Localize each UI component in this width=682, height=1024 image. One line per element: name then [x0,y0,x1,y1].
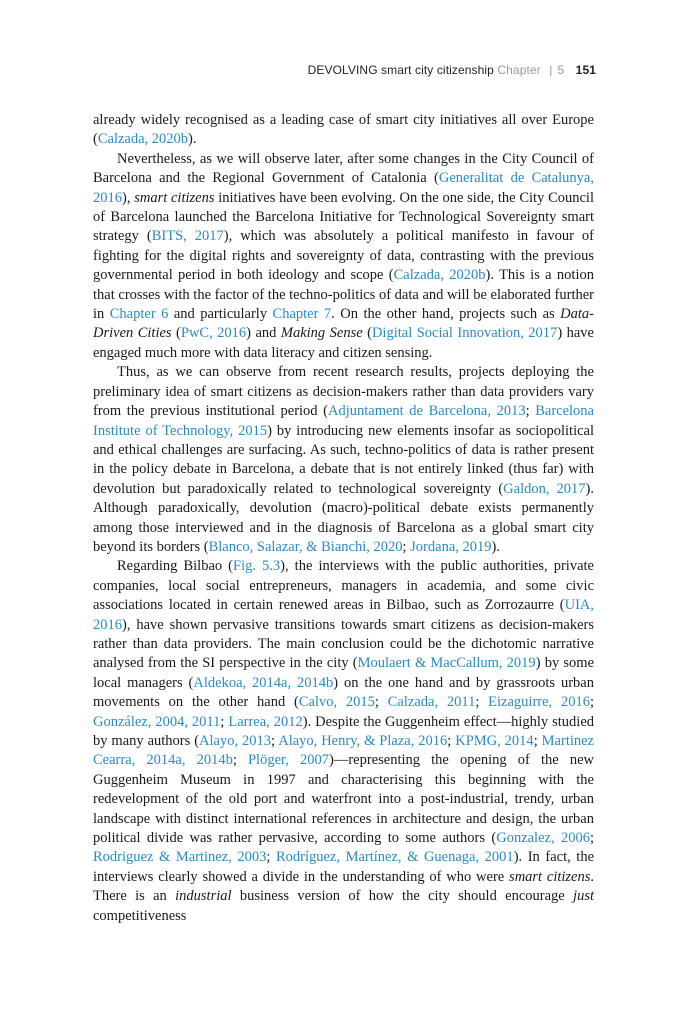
text-span: . There is an [93,868,595,905]
citation-link[interactable]: PwC, 2016 [180,325,247,342]
text-span: ), have shown pervasive transitions towards smart citizens as decision-makers rather than data providers. The main conclusion could be the dichotomic narrative analysed from the SI perspective in the city ( [93,616,594,672]
citation-link[interactable]: Blanco, Salazar, & Bianchi, 2020 [208,538,403,555]
citation-link[interactable]: Calzada, 2011 [387,694,476,711]
citation-link[interactable]: Generalitat de Catalunya, 2016 [93,170,594,206]
text-span: Regarding Bilbao ( [117,558,234,575]
chapter-label: Chapter [497,63,541,77]
citation-link[interactable]: BITS, 2017 [151,228,224,245]
text-span: competitiveness [93,907,187,924]
page-number: 151 [575,63,596,77]
emphasis-text: Making Sense [280,325,363,342]
text-span: ), [122,189,135,206]
text-span: ) on the one hand and by grassroots urban movements on the other hand ( [93,674,594,711]
text-span: ; [266,849,276,866]
citation-link[interactable]: Aldekoa, 2014a, 2014b [193,674,334,691]
chapter-number: 5 [557,63,565,77]
citation-link[interactable]: Galdon, 2017 [503,480,586,497]
citation-link[interactable]: Moulaert & MacCallum, 2019 [357,655,536,672]
text-span: ). [188,131,197,148]
text-span: ) have engaged much more with data literacy and citizen sensing. [93,325,594,361]
citation-link[interactable]: Adjuntament de Barcelona, 2013 [327,403,526,420]
citation-link[interactable]: Rodriguez & Martinez, 2003 [93,849,267,866]
text-span: Thus, as we can observe from recent research results, projects deploying the preliminary idea of smart citizens as decision-makers rather than data providers vary from the previous institutional period ( [93,364,594,420]
citation-link[interactable]: Alayo, Henry, & Plaza, 2016 [278,733,448,749]
emphasis-text: smart citizens [134,189,215,206]
text-span: ( [171,325,181,342]
text-span: initiatives have been evolving. On the one side, the City Council of Barcelona launched the Barcelona Initiative for Technological Sovereignty smart strategy ( [93,189,594,245]
text-span: ; [475,694,489,711]
text-span: Nevertheless, as we will observe later, after some changes in the City Council of Barcelona and the Regional Government of Catalonia ( [93,150,594,187]
citation-link[interactable]: Martinez Cearra, 2014a, 2014b [93,733,594,769]
emphasis-text: just [573,888,594,905]
running-head [308,63,596,77]
citation-link[interactable]: Calzada, 2020b [393,267,486,284]
emphasis-text: smart citizens [509,868,591,885]
figure-link[interactable]: Fig. 5.3 [233,558,281,575]
text-span: ) by introducing new elements insofar as sociopolitical and ethical challenges are surfacing. As such, techno-politics of data is rather present in the policy debate in Barcelona, a debate that is not entirely linked (thus far) with devolution but paradoxically related to technological sovereignty ( [93,422,594,497]
citation-link[interactable]: UIA, 2016 [93,597,594,633]
text-span: business version of how the city should encourage [231,888,574,905]
text-span: ; [525,403,536,420]
citation-link[interactable]: Digital Social Innovation, 2017 [371,325,558,342]
chapter-link[interactable]: Chapter 7 [272,306,332,323]
text-span: ). This is a notion that crosses with the factor of the techno-politics of data and will be elaborated further in [93,267,594,323]
text-span: )—representing the opening of the new Guggenheim Museum in 1997 and characterising this beginning with the redevelopment of the old port and waterfront into a post-industrial, trendy, urban landscape with distinct international references in architecture and design, the urban political divide was rather pervasive, according to some authors ( [93,752,595,847]
text-span: ; [232,752,248,769]
citation-link[interactable]: Jordana, 2019 [410,538,492,555]
text-span: and particularly [168,306,273,323]
paragraph-2 [93,150,594,363]
emphasis-text: Data-Driven Cities [93,306,594,342]
text-span: . On the other hand, projects such as [331,306,561,323]
text-span: ). [491,538,500,555]
citation-link[interactable]: Plöger, 2007 [247,752,330,769]
citation-link[interactable]: Calzada, 2020b [97,131,189,148]
citation-link[interactable]: Calvo, 2015 [298,694,375,711]
text-span: ; [374,694,388,711]
emphasis-text: industrial [175,888,232,905]
citation-link[interactable]: Alayo, 2013 [199,733,272,749]
text-span: ) and [246,325,281,342]
text-span: ). Although paradoxically, devolution (macro)-political debate exists permanently among those interviewed and in the diagnosis of Barcelona as a global smart city beyond its borders ( [93,480,595,555]
citation-link[interactable]: González, 2004, 2011 [93,713,221,730]
text-span: ; [589,830,594,847]
text-span: ; [589,694,594,711]
header-separator: | [549,63,553,77]
paragraph-1 [93,111,594,150]
citation-link[interactable]: Gonzalez, 2006 [496,830,590,847]
text-span: ), the interviews with the public authorities, private companies, local social entrepreneurs, managers in academia, and some civic associations located in certain renewed areas in Bilbao, such as Zorrozaurre ( [93,558,594,614]
citation-link[interactable]: Eizaguirre, 2016 [488,694,590,711]
text-span: ). In fact, the interviews clearly showed a divide in the understanding of who were [93,849,595,885]
body-text [93,111,594,926]
text-span: already widely recognised as a leading case of smart city initiatives all over Europe ( [93,112,594,148]
citation-link[interactable]: Rodríguez, Martínez, & Guenaga, 2001 [275,849,514,866]
running-head-title: DEVOLVING smart city citizenship [307,63,494,77]
paragraph-3 [93,363,594,557]
citation-link[interactable]: KPMG, 2014 [455,733,534,749]
citation-link[interactable]: Barcelona Institute of Technology, 2015 [93,403,594,439]
text-span: ), which was absolutely a political manifesto in favour of fighting for the digital rights and sovereignty of data, contrasting with the previous governmental period in both ideology and scope ( [93,228,595,284]
text-span: ; [533,733,542,749]
paragraph-4 [93,557,594,926]
citation-link[interactable]: Larrea, 2012 [228,713,303,730]
text-span: ; [447,733,456,749]
text-span: ; [402,538,411,555]
chapter-link[interactable]: Chapter 6 [109,306,169,323]
text-span: ( [362,325,372,342]
text-span: ). Despite the Guggenheim effect—highly studied by many authors ( [93,713,595,749]
text-span: ; [271,733,279,749]
text-span: ) by some local managers ( [93,655,594,691]
text-span: ; [220,713,229,730]
